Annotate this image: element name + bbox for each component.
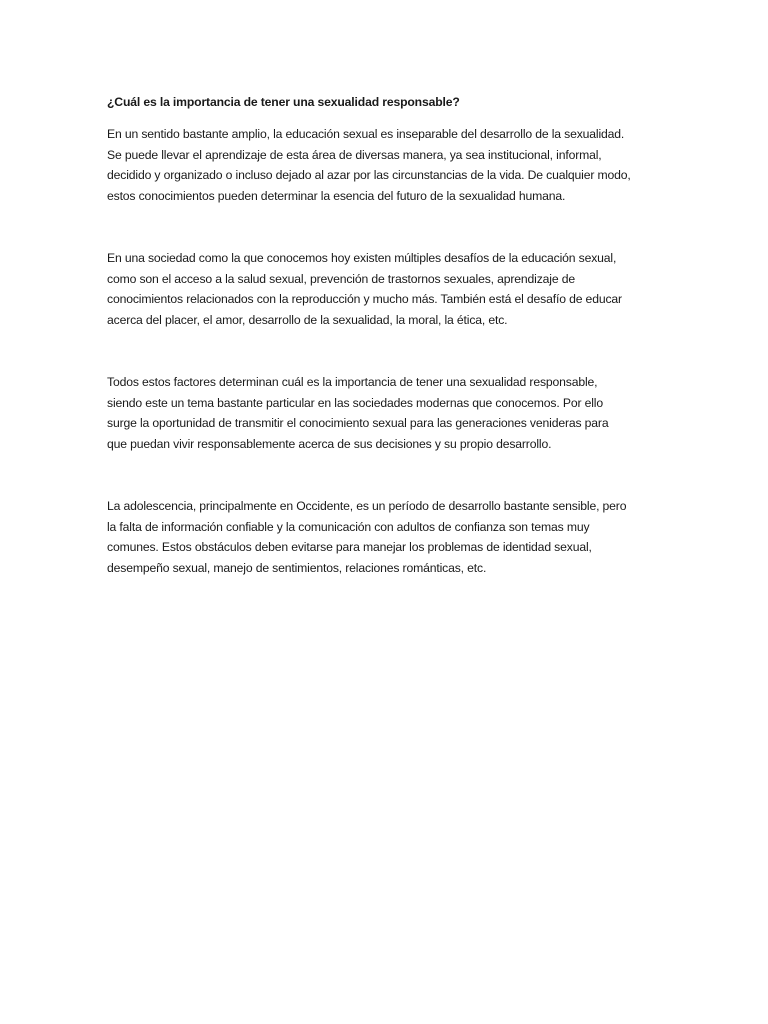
- paragraph-1-line-2: Se puede llevar el aprendizaje de esta área de diversas manera, ya sea institucional, informal,: [107, 147, 602, 162]
- paragraph-spacer: [107, 206, 667, 248]
- paragraph-2-line-1: En una sociedad como la que conocemos hoy existen múltiples desafíos de la educación sexual,: [107, 251, 617, 265]
- paragraph-1: [107, 124, 667, 206]
- paragraph-1-line-3: decidido y organizado o incluso dejado al azar por las circunstancias de la vida. De cualquier modo,: [107, 168, 631, 182]
- paragraph-3-line-1: Todos estos factores determinan cuál es la importancia de tener una sexualidad responsable,: [107, 375, 598, 389]
- document-title: ¿Cuál es la importancia de tener una sexualidad responsable?: [107, 95, 460, 109]
- paragraph-4-line-1: La adolescencia, principalmente en Occidente, es un período de desarrollo bastante sensible, pero: [107, 499, 627, 513]
- paragraph-4: [107, 496, 667, 578]
- paragraph-1-line-1: En un sentido bastante amplio, la educación sexual es inseparable del desarrollo de la sexualidad.: [107, 127, 625, 141]
- paragraph-3-line-3: surge la oportunidad de transmitir el conocimiento sexual para las generaciones venideras para: [107, 416, 609, 430]
- document-body: [107, 92, 667, 578]
- paragraph-3: [107, 372, 667, 454]
- paragraph-4-line-3: comunes. Estos obstáculos deben evitarse para manejar los problemas de identidad sexual,: [107, 540, 592, 554]
- paragraph-2-line-4: acerca del placer, el amor, desarrollo de la sexualidad, la moral, la ética, etc.: [107, 312, 508, 327]
- paragraph-3-line-2: siendo este un tema bastante particular en las sociedades modernas que conocemos. Por ello: [107, 395, 603, 410]
- paragraph-2-line-3: conocimientos relacionados con la reproducción y mucho más. También está el desafío de educar: [107, 292, 622, 306]
- paragraph-4-line-4: desempeño sexual, manejo de sentimientos, relaciones románticas, etc.: [107, 560, 487, 575]
- paragraph-1-line-4: estos conocimientos pueden determinar la esencia del futuro de la sexualidad humana.: [107, 188, 566, 203]
- paragraph-spacer: [107, 330, 667, 372]
- paragraph-spacer: [107, 454, 667, 496]
- paragraph-2-line-2: como son el acceso a la salud sexual, prevención de trastornos sexuales, aprendizaje de: [107, 271, 575, 286]
- paragraph-3-line-4: que puedan vivir responsablemente acerca de sus decisiones y su propio desarrollo.: [107, 436, 552, 451]
- paragraph-2: [107, 248, 667, 330]
- paragraph-4-line-2: la falta de información confiable y la comunicación con adultos de confianza son temas muy: [107, 519, 590, 534]
